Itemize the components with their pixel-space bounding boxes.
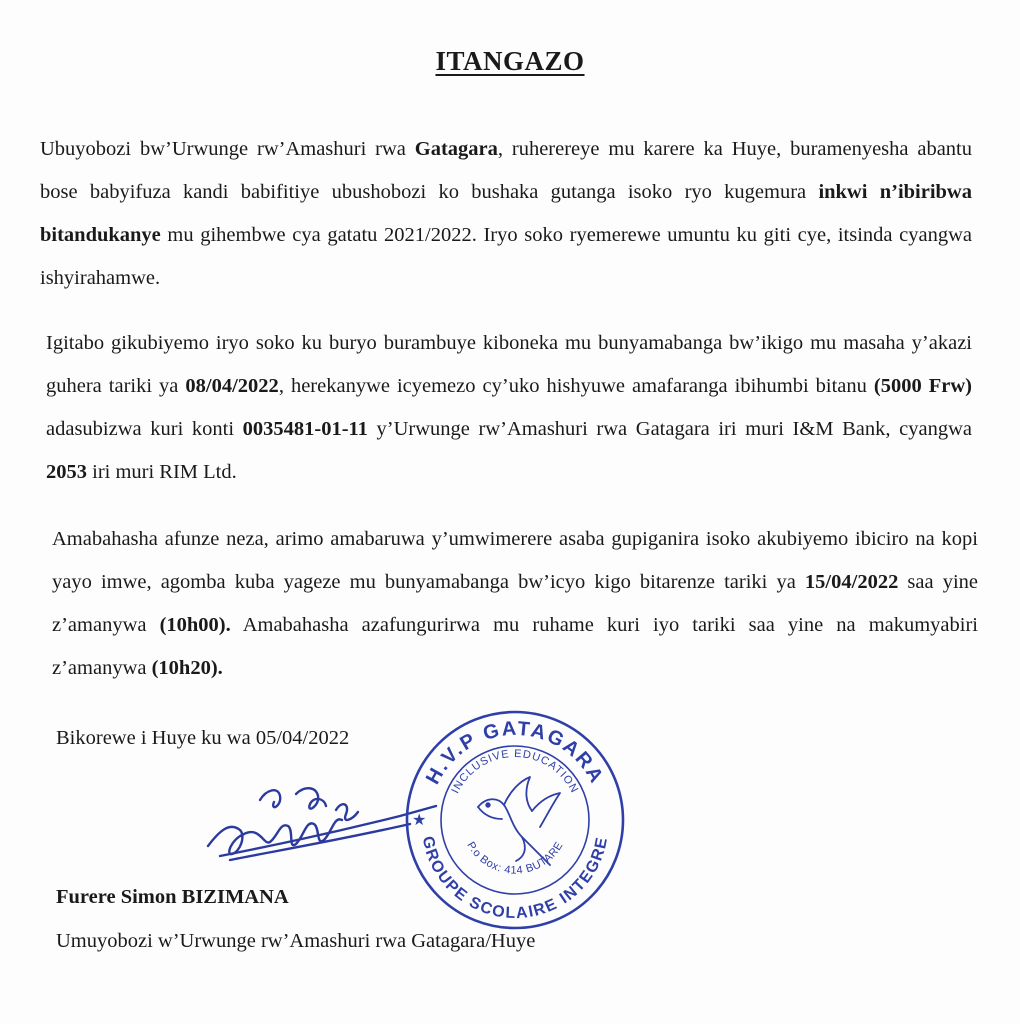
- paragraph-2-bold-date: 08/04/2022: [185, 375, 279, 397]
- paragraph-3-text-b: saa yine z’amanywa: [52, 571, 978, 636]
- paragraph-1-bold-items: inkwi n’ibiribwa bitandukanye: [40, 181, 972, 246]
- paragraph-submission: [52, 518, 978, 690]
- paragraph-2-text-c: adasubizwa kuri konti: [46, 418, 243, 440]
- paragraph-2-bold-amount: (5000 Frw): [873, 375, 972, 397]
- document-title: ITANGAZO: [435, 46, 585, 76]
- paragraph-2-text-d: y’Urwunge rw’Amashuri rwa Gatagara iri muri I&M Bank, cyangwa: [367, 418, 972, 440]
- stamp-inner-text: INCLUSIVE EDUCATION: [449, 747, 581, 796]
- stamp-top-text: H.V.P GATAGARA: [421, 717, 609, 789]
- school-stamp: [400, 705, 630, 935]
- signed-place-date: Bikorewe i Huye ku wa 05/04/2022: [56, 727, 350, 749]
- signer-name: Furere Simon BIZIMANA: [56, 886, 289, 908]
- paragraph-1-text-c: mu gihembwe cya gatatu 2021/2022. Iryo soko ryemerewe umuntu ku giti cye, itsinda cyangwa ishyirahamwe.: [40, 224, 972, 289]
- paragraph-1-text-a: Ubuyobozi bw’Urwunge rw’Amashuri rwa: [40, 138, 415, 160]
- paragraph-1-text-b: , ruherereye mu karere ka Huye, buramenyesha abantu bose babyifuza kandi babifitiye ubushobozi ko bushaka gutanga isoko ryo kugemura: [40, 138, 972, 203]
- stamp-star-icon: ★: [412, 812, 427, 829]
- stamp-bottom-text: GROUPE SCOLAIRE INTEGRE: [418, 834, 612, 923]
- paragraph-2-text-a: Igitabo gikubiyemo iryo soko ku buryo burambuye kiboneka mu bunyamabanga bw’ikigo mu masaha y’akazi guhera tariki ya: [46, 332, 972, 397]
- stamp-box-text: P.o Box: 414 BUTARE: [464, 839, 566, 877]
- paragraph-2-text-e: iri muri RIM Ltd.: [87, 461, 237, 483]
- paragraph-2-bold-account: 0035481-01-11: [242, 418, 368, 440]
- paragraph-announcement: [40, 128, 972, 300]
- paragraph-3-text-a: Amabahasha afunze neza, arimo amabaruwa y’umwimerere asaba gupiganira isoko akubiyemo ibiciro na kopi yayo imwe, agomba kuba yageze mu bunyamabanga bw’icyo kigo bitarenze tariki ya: [52, 528, 978, 593]
- paragraph-tender-document: [46, 322, 972, 494]
- paragraph-3-bold-deadline: 15/04/2022: [804, 571, 899, 593]
- paragraph-3-bold-time-deadline: (10h00).: [159, 614, 231, 636]
- paragraph-3-text-c: Amabahasha azafungurirwa mu ruhame kuri iyo tariki saa yine na makumyabiri z’amanywa: [52, 614, 978, 679]
- paragraph-3-bold-time-opening: (10h20).: [151, 657, 223, 679]
- signer-title: Umuyobozi w’Urwunge rw’Amashuri rwa Gatagara/Huye: [56, 930, 536, 952]
- paragraph-2-text-b: , herekanywe icyemezo cy’uko hishyuwe amafaranga ibihumbi bitanu: [278, 375, 874, 397]
- paragraph-1-bold-school: Gatagara: [414, 138, 498, 160]
- paragraph-2-bold-account-rim: 2053: [46, 461, 87, 483]
